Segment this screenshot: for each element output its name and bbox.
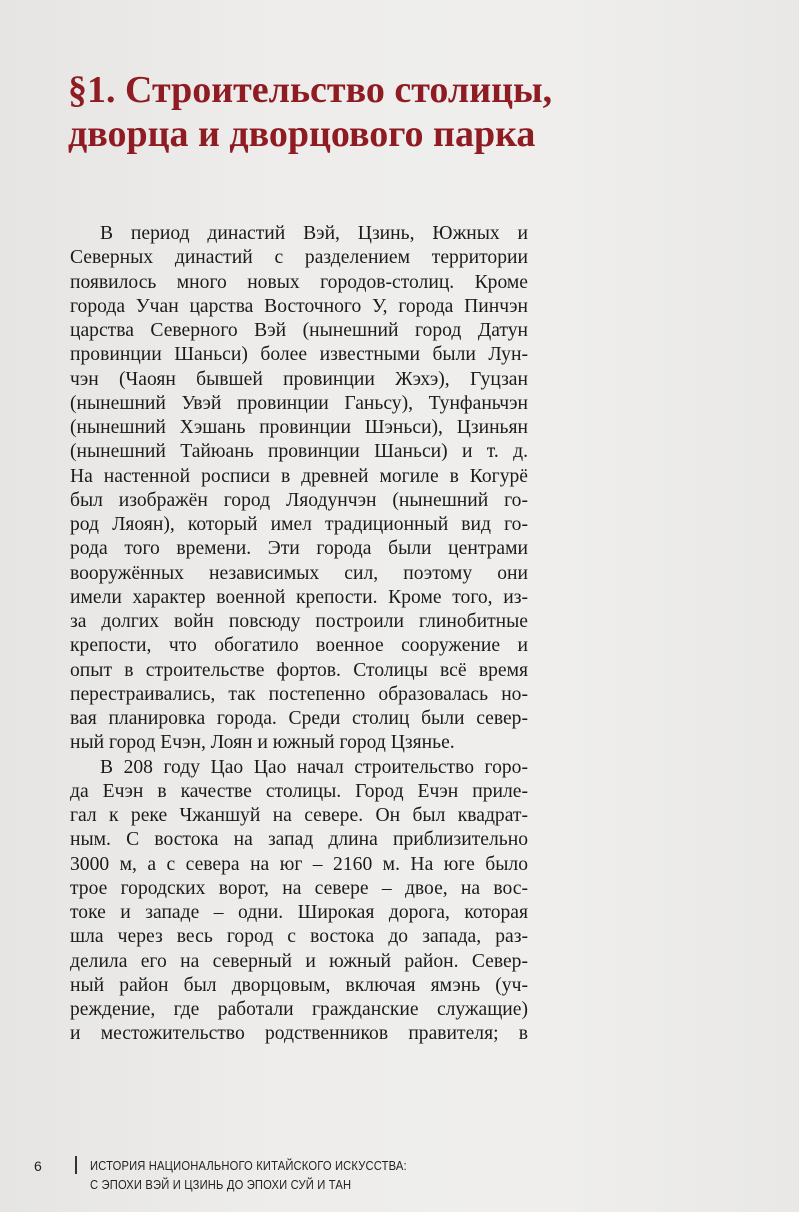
text-line: вооружённых независимых сил, поэтому они — [70, 562, 528, 584]
text-line: гал к реке Чжаншуй на севере. Он был квадрат- — [70, 805, 528, 826]
text-line: В период династий Вэй, Цзинь, Южных и — [100, 223, 528, 244]
text-line: ным. С востока на запад длина приблизительно — [70, 829, 528, 851]
text-line: трое городских ворот, на севере – двое, на вос- — [70, 877, 528, 899]
text-line: род Ляоян), который имел традиционный вид го- — [70, 514, 528, 535]
book-title-line: С ЭПОХИ ВЭЙ И ЦЗИНЬ ДО ЭПОХИ СУЙ И ТАН — [90, 1177, 352, 1192]
section-title-line: дворца и дворцового парка — [68, 113, 536, 155]
text-line: и местожительство родственников правителя; в — [70, 1023, 528, 1045]
text-line: ный город Ечэн, Лоян и южный город Цзянье. — [70, 732, 455, 754]
text-line: опыт в строительстве фортов. Столицы всё время — [70, 659, 528, 681]
text-line: (нынешний Хэшань провинции Шэньси), Цзиньян — [70, 417, 528, 438]
text-line: да Ечэн в качестве столицы. Город Ечэн приле- — [70, 780, 528, 802]
text-line: токе и западе – одни. Широкая дорога, которая — [70, 902, 528, 923]
running-book-title — [90, 1156, 407, 1194]
text-line: города Учан царства Восточного У, города Пинчэн — [70, 295, 528, 317]
text-line: На настенной росписи в древней могиле в Когурё — [70, 465, 528, 487]
text-line: имели характер военной крепости. Кроме того, из- — [70, 586, 528, 608]
text-line: вая планировка города. Среди столиц были север- — [70, 708, 528, 729]
text-line: перестраивались, так постепенно образовалась но- — [70, 683, 528, 705]
text-line: ный район был дворцовым, включая ямэнь (уч- — [70, 974, 528, 996]
text-line: провинции Шаньси) более известными были Лун- — [70, 344, 528, 366]
text-line: (нынешний Тайюань провинции Шаньси) и т. д. — [70, 441, 528, 463]
footer-divider — [75, 1156, 77, 1174]
text-line: реждение, где работали гражданские служащие) — [70, 999, 528, 1020]
text-line: чэн (Чаоян бывшей провинции Жэхэ), Гуцзан — [70, 368, 528, 390]
book-title-line: ИСТОРИЯ НАЦИОНАЛЬНОГО КИТАЙСКОГО ИСКУССТВА: — [90, 1158, 407, 1173]
text-line: делила его на северный и южный район. Север- — [70, 950, 528, 972]
text-line: крепости, что обогатило военное сооружение и — [70, 635, 528, 657]
text-line: за долгих войн повсюду построили глинобитные — [70, 611, 528, 632]
page-footer — [0, 1152, 799, 1212]
text-line: 3000 м, а с севера на юг – 2160 м. На юге было — [70, 853, 528, 875]
text-line: (нынешний Увэй провинции Ганьсу), Тунфаньчэн — [70, 392, 528, 414]
text-line: В 208 году Цао Цао начал строительство горо- — [100, 756, 528, 778]
text-line: царства Северного Вэй (нынешний город Датун — [70, 320, 528, 341]
text-line: рода того времени. Эти города были центрами — [70, 538, 528, 560]
text-line: был изображён город Ляодунчэн (нынешний го- — [70, 489, 528, 511]
text-line: появилось много новых городов-столиц. Кроме — [70, 271, 528, 293]
text-line: Северных династий с разделением территории — [70, 247, 528, 269]
section-title-line: §1. Строительство столицы, — [68, 69, 553, 111]
body-text — [70, 222, 528, 1047]
section-title — [68, 68, 688, 156]
text-line: шла через весь город с востока до запада, раз- — [70, 926, 528, 948]
page-number: 6 — [34, 1158, 42, 1174]
